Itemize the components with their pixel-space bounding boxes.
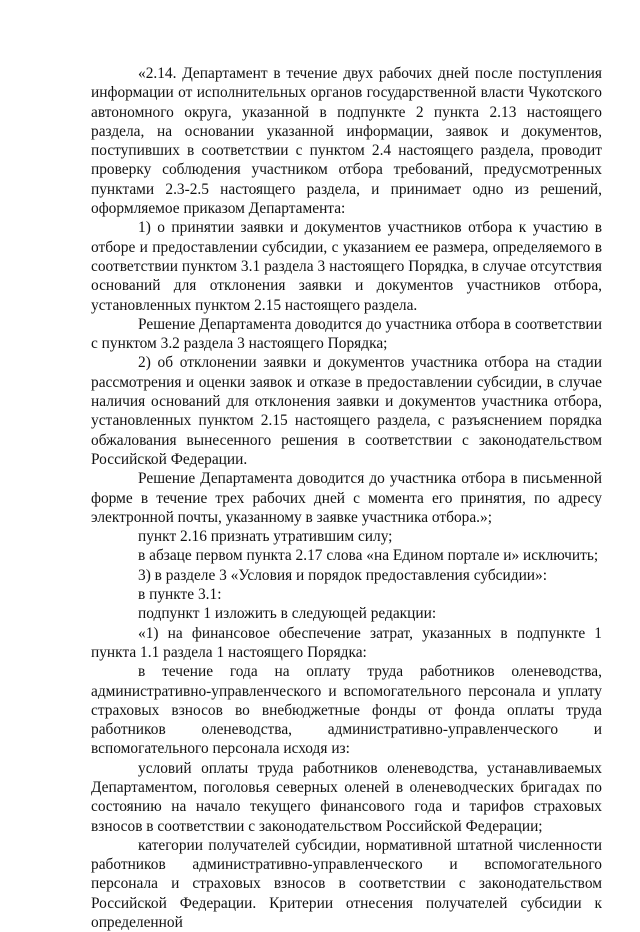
paragraph-decision-2: 2) об отклонении заявки и документов участника отбора на стадии рассмотрения и оценки заявок и отказе в предоставлении субсидии, в случае наличия оснований для отклонения заявки и документов участника отбора, установленных пунктом 2.15 настоящего раздела, с разъяснением порядка обжалования вынесенного решения в соответствии с законодательством Российской Федерации. [91,354,602,468]
paragraph-2-16: пункт 2.16 признать утратившим силу; [138,528,393,546]
paragraph-section-3: 3) в разделе 3 «Условия и порядок предоставления субсидии»: [138,566,548,584]
paragraph-conditions: условий оплаты труда работников оленеводства, устанавливаемых Департаментом, поголовья северных оленей в оленеводческих бригадах по состоянию на начало текущего финансового года и тарифов страховых взносов в соответствии с законодательством Российской Федерации; [91,759,602,835]
paragraph-decision-1: 1) о принятии заявки и документов участников отбора к участию в отборе и предоставлении субсидии, с указанием ее размера, определяемого в соответствии пунктом 3.1 раздела 3 настоящего Порядка, в случае отсутствия оснований для отклонения заявки и документов участников отбора, установленных пунктом 2.15 настоящего раздела. [91,219,602,314]
paragraph-subpoint-1: подпункт 1 изложить в следующей редакции: [138,605,437,623]
paragraph-2-17: в абзаце первом пункта 2.17 слова «на Едином портале и» исключить; [138,547,599,565]
paragraph-year-payroll: в течение года на оплату труда работников оленеводства, административно-управленческого и вспомогательного персонала и уплату страховых взносов во внебюджетные фонды от фонда оплаты труда работников оленеводства, административно-управленческого и вспомогательного персонала исходя из: [91,663,602,758]
paragraph-categories: категории получателей субсидии, нормативной штатной численности работников административно-управленческого и вспомогательного персонала и страховых взносов в соответствии с законодательством Российской Федерации. Критерии отнесения получателей субсидии к определенной [91,836,602,932]
document-page [91,64,602,932]
paragraph-point-3-1: в пункте 3.1: [138,586,222,604]
paragraph-2-14: «2.14. Департамент в течение двух рабочих дней после поступления информации от исполнительных органов государственной власти Чукотского автономного округа, указанной в подпункте 2 пункта 2.13 настоящего раздела, на основании указанной информации, заявок и документов, поступивших в соответствии с пунктом 2.4 настоящего раздела, проводит проверку соблюдения участником отбора требований, предусмотренных пунктами 2.3-2.5 настоящего раздела, и принимает одно из решений, оформляемое приказом Департамента: [91,65,602,218]
paragraph-decision-1-notice: Решение Департамента доводится до участника отбора в соответствии с пунктом 3.2 раздела 3 настоящего Порядка; [91,315,602,353]
paragraph-decision-2-notice: Решение Департамента доводится до участника отбора в письменной форме в течение трех рабочих дней с момента его принятия, по адресу электронной почты, указанному в заявке участника отбора.»; [91,470,602,526]
paragraph-new-subpoint-1: «1) на финансовое обеспечение затрат, указанных в подпункте 1 пункта 1.1 раздела 1 настоящего Порядка: [91,624,602,661]
